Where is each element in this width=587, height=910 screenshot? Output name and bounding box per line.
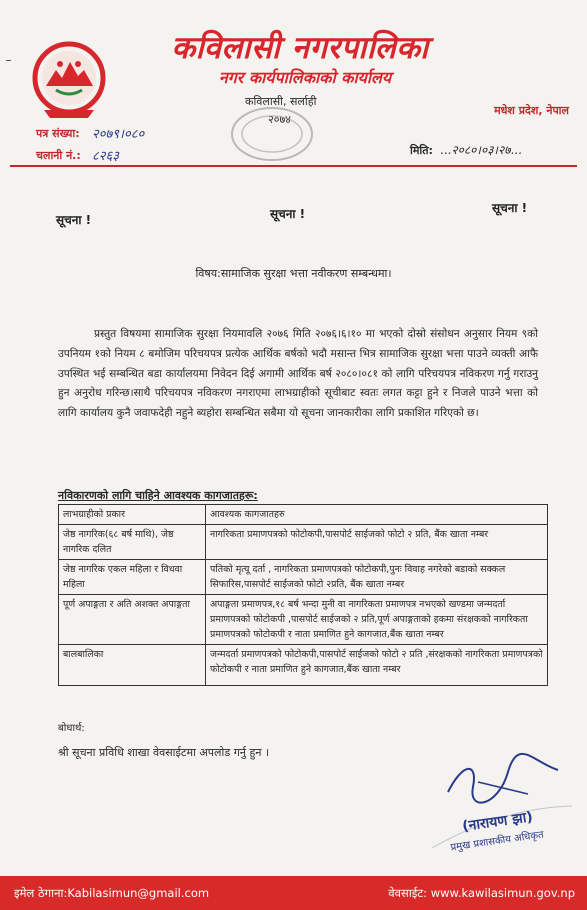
municipality-title: कविलासी नगरपालिका	[171, 30, 429, 66]
notice-heading-center: सूचना !	[270, 207, 306, 221]
documents-cell: नागरिकता प्रमाणपत्रको फोटोकपी,पासपोर्ट साईजको फोटो २ प्रति, बैंक खाता नम्बर	[206, 525, 548, 560]
table-row	[59, 645, 548, 686]
cc-recipient: श्री सूचना प्रविधि शाखा वेवसाईटमा अपलोड गर्नु हुन ।	[58, 746, 270, 759]
dispatch-number-value: ८२६३	[92, 149, 120, 164]
notice-body: प्रस्तुत विषयमा सामाजिक सुरक्षा नियमावलि २०७६ मिति २०७६।६।१० मा भएको दोस्रो संसोधन अनुसार नियम ९को उपनियम १को नियम ८ बमोजिम परिचयपत्र प्रत्येक आर्थिक बर्षको भदौ मसान्त भित्र सामाजिक सुरक्षा भत्ता पाउने व्यक्ती आफै उपस्थित भई सम्बन्धित बडा कार्यालयमा निवेदन दिई अगामी आर्थिक बर्ष २०८०।०८१ को लागि परिचयपत्र नविकरण गर्नु गराउनु हुन अनुरोध गरिन्छ।साथै परिचयपत्र नविकरण नगराएमा लाभग्राहीको सूचीबाट स्वतः लगत कट्टा हुने र निजले पाउने भत्ता को लागि कार्यालय कुनै जवाफदेही नहुने ब्यहोरा सम्बन्धित सबैमा यो सूचना जानकारीका लागि प्रकाशित गरिएको छ।	[58, 328, 538, 420]
office-location: कविलासी, सर्लाही	[245, 95, 317, 108]
cc-label: बोधार्थ:	[58, 723, 85, 734]
dispatch-number-label: चलानी नं.:	[36, 149, 81, 162]
subject-line: विषय:सामाजिक सुरक्षा भत्ता नवीकरण सम्बन्धमा।	[195, 267, 392, 280]
staple-mark	[6, 60, 11, 61]
letter-number-value: २०७९।०८०	[92, 127, 145, 142]
date-value: ...२०८०।०३।२७...	[440, 143, 522, 157]
beneficiary-type-cell: पूर्ण अपाङ्गता र अति अशक्त अपाङ्गता	[59, 595, 206, 645]
signatory-title: प्रमुख प्रशासकीय अधिकृत	[449, 829, 545, 854]
footer-website[interactable]: वेवसाईट: www.kawilasimun.gov.np	[388, 886, 575, 900]
footer-email[interactable]: इमेल ठेगाना:Kabilasimun@gmail.com	[14, 886, 210, 900]
documents-cell: जन्मदर्ता प्रमाणपत्रको फोटोकपी,पासपोर्ट साईजको फोटो २ प्रति ,संरक्षकको नागरिकता प्रमाणपत्रको फोटोकपी र नाता प्रमाणित हुने कागजात,बैंक खाता नम्बर	[206, 645, 548, 686]
beneficiary-type-cell: जेष्ठ नागरिक(६८ बर्ष माथि), जेष्ठ नागरिक दलित	[59, 525, 206, 560]
column-header-documents: आवश्यक कागजातहरु	[206, 505, 548, 525]
table-header-row	[59, 505, 548, 525]
column-header-beneficiary-type: लाभग्राहीको प्रकार	[59, 505, 206, 525]
notice-heading-left: सूचना !	[56, 213, 92, 227]
footer-bar	[0, 876, 587, 910]
header-divider	[10, 165, 577, 167]
province-label: मधेश प्रदेश, नेपाल	[494, 104, 569, 117]
beneficiary-type-cell: जेष्ठ नागरिक एकल महिला र विधवा महिला	[59, 560, 206, 595]
requirements-heading: नविकारणको लागि चाहिने आवश्यक कागजातहरू:	[58, 489, 258, 502]
requirements-table	[58, 504, 548, 686]
office-subtitle: नगर कार्यपालिकाको कार्यालय	[218, 68, 392, 87]
documents-cell: पतिको मृत्यू दर्ता , नागरिकता प्रमाणपत्रको फोटोकपी,पुनः विवाह नगरेको बडाको सक्कल सिफारिस,पासपोर्ट साईजको फोटो २प्रति, बैंक खाता नम्बर	[206, 560, 548, 595]
documents-cell: अपाङ्गता प्रमाणपत्र,१८ बर्ष भन्दा मुनी वा नागरिकता प्रमाणपत्र नभएको खण्डमा जन्मदर्ता प्रमाणपत्रको फोटोकपी ,पासपोर्ट साईजको २ प्रति,पूर्ण अपाङ्गताको हकमा संरक्षकको नागरिकता प्रमाणपत्रको फोटोकपी र नाता प्रमाणित हुने कागजात,बैंक खाता नम्बर	[206, 595, 548, 645]
table-row	[59, 525, 548, 560]
established-year: २०७४	[268, 113, 291, 126]
table-row	[59, 560, 548, 595]
date-label: मिति:	[410, 144, 433, 157]
table-row	[59, 595, 548, 645]
office-stamp-icon	[228, 104, 316, 164]
signatory-name: (नारायण झा)	[461, 809, 534, 835]
nepal-emblem-icon	[30, 40, 108, 122]
letter-number-label: पत्र संख्या:	[36, 127, 80, 140]
notice-heading-right: सूचना !	[492, 201, 528, 215]
beneficiary-type-cell: बालबालिका	[59, 645, 206, 686]
